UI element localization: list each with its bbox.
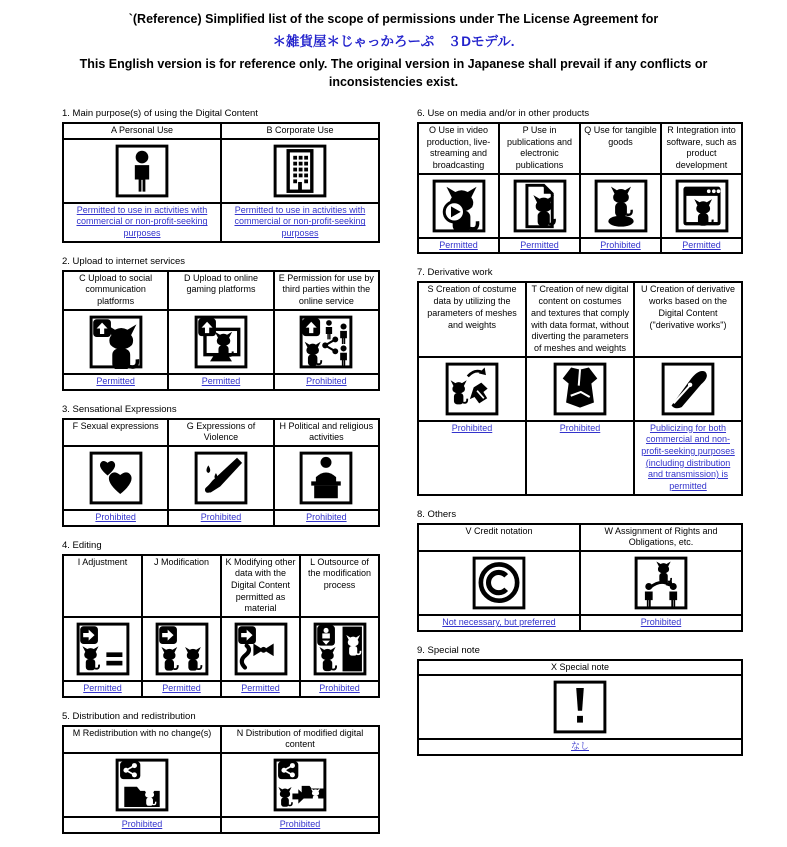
status-text: Prohibited bbox=[63, 510, 168, 526]
section-editing bbox=[62, 540, 380, 698]
icon-cell bbox=[418, 675, 742, 739]
item-label: G Expressions of Violence bbox=[168, 419, 273, 446]
icon-cell bbox=[142, 617, 221, 681]
section-title: 1. Main purpose(s) of using the Digital Content bbox=[62, 108, 258, 119]
document-header bbox=[0, 12, 787, 91]
status-text: Publicizing for both commercial and non-profit-seeking purposes (including distribution and transmission) is permitted bbox=[634, 421, 742, 495]
status-text: Prohibited bbox=[168, 510, 273, 526]
status-text: Prohibited bbox=[63, 817, 221, 833]
status-text: Permitted bbox=[142, 681, 221, 697]
permission-table bbox=[62, 270, 380, 391]
item-label: T Creation of new digital content on costumes and textures that comply with data format, without diverting the parameters of meshes and weights bbox=[526, 282, 634, 356]
corporate-building-icon bbox=[273, 144, 327, 198]
icon-cell bbox=[634, 357, 742, 421]
section-title: 5. Distribution and redistribution bbox=[62, 710, 196, 722]
section-title: 8. Others bbox=[417, 508, 457, 520]
software-window-icon bbox=[675, 179, 729, 233]
section-title: 6. Use on media and/or in other products bbox=[417, 108, 590, 119]
icon-cell bbox=[221, 139, 379, 203]
status-text: Permitted bbox=[63, 374, 168, 390]
item-label: P Use in publications and electronic publications bbox=[499, 123, 580, 174]
header-disclaimer: This English version is for reference only. The original version in Japanese shall prevail if any conflicts or inconsistencies exist. bbox=[79, 57, 708, 90]
permission-table bbox=[62, 725, 380, 834]
icon-cell bbox=[168, 310, 273, 374]
status-text: Not necessary, but preferred bbox=[418, 615, 580, 631]
rights-assignment-icon bbox=[634, 556, 688, 610]
permission-table bbox=[417, 122, 743, 254]
item-label: O Use in video production, live-streaming and broadcasting bbox=[418, 123, 499, 174]
item-label: W Assignment of Rights and Obligations, etc. bbox=[580, 524, 742, 551]
upload-gaming-icon bbox=[194, 315, 248, 369]
header-line-1: `(Reference) Simplified list of the scope of permissions under The License Agreement for bbox=[128, 12, 659, 26]
section-title: 2. Upload to internet services bbox=[62, 255, 186, 267]
section-derivative-work bbox=[417, 267, 743, 495]
item-label: X Special note bbox=[418, 660, 742, 676]
icon-cell bbox=[274, 446, 379, 510]
section-title: 7. Derivative work bbox=[417, 267, 493, 279]
item-label: R Integration into software, such as product development bbox=[661, 123, 742, 174]
tangible-goods-icon bbox=[594, 179, 648, 233]
header-title-japanese: ＊雑貨屋＊じゃっかろーぷ ３Dモデル. bbox=[272, 34, 515, 49]
section-title: 4. Editing bbox=[62, 539, 102, 551]
video-production-icon bbox=[432, 179, 486, 233]
item-label: A Personal Use bbox=[63, 123, 221, 139]
item-label: S Creation of costume data by utilizing the parameters of meshes and weights bbox=[418, 282, 526, 356]
status-text: Prohibited bbox=[580, 615, 742, 631]
icon-cell bbox=[221, 617, 300, 681]
icon-cell bbox=[300, 617, 379, 681]
item-label: N Distribution of modified digital content bbox=[221, 726, 379, 753]
item-label: V Credit notation bbox=[418, 524, 580, 551]
item-label: C Upload to social communication platforms bbox=[63, 271, 168, 310]
icon-cell bbox=[661, 174, 742, 238]
status-text: Prohibited bbox=[580, 238, 661, 254]
icon-cell bbox=[63, 139, 221, 203]
section-others bbox=[417, 509, 743, 632]
icon-cell bbox=[63, 617, 142, 681]
knife-icon bbox=[194, 451, 248, 505]
section-special-note bbox=[417, 645, 743, 756]
person-icon bbox=[115, 144, 169, 198]
icon-cell bbox=[418, 174, 499, 238]
copyright-icon bbox=[472, 556, 526, 610]
icon-cell bbox=[580, 551, 742, 615]
section-title: 3. Sensational Expressions bbox=[62, 403, 177, 415]
icon-cell bbox=[418, 551, 580, 615]
right-column bbox=[417, 108, 743, 769]
status-text: Prohibited bbox=[274, 374, 379, 390]
item-label: D Upload to online gaming platforms bbox=[168, 271, 273, 310]
item-label: U Creation of derivative works based on the Digital Content ("derivative works") bbox=[634, 282, 742, 356]
left-column bbox=[62, 108, 380, 847]
permission-table bbox=[417, 281, 743, 495]
icon-cell bbox=[63, 446, 168, 510]
icon-cell bbox=[580, 174, 661, 238]
item-label: J Modification bbox=[142, 555, 221, 617]
section-main-purpose bbox=[62, 108, 380, 243]
item-label: I Adjustment bbox=[63, 555, 142, 617]
status-text: Prohibited bbox=[221, 817, 379, 833]
item-label: F Sexual expressions bbox=[63, 419, 168, 446]
icon-cell bbox=[274, 310, 379, 374]
modification-icon bbox=[155, 622, 209, 676]
item-label: H Political and religious activities bbox=[274, 419, 379, 446]
icon-cell bbox=[499, 174, 580, 238]
section-upload bbox=[62, 256, 380, 391]
item-label: L Outsource of the modification process bbox=[300, 555, 379, 617]
icon-cell bbox=[418, 357, 526, 421]
status-text: Permitted bbox=[168, 374, 273, 390]
section-distribution bbox=[62, 711, 380, 834]
icon-cell bbox=[526, 357, 634, 421]
item-label: K Modifying other data with the Digital Content permitted as material bbox=[221, 555, 300, 617]
status-text: なし bbox=[418, 739, 742, 755]
icon-cell bbox=[63, 310, 168, 374]
adjustment-icon bbox=[76, 622, 130, 676]
icon-cell bbox=[63, 753, 221, 817]
status-text: Permitted bbox=[63, 681, 142, 697]
permission-table bbox=[62, 554, 380, 698]
permission-table bbox=[417, 659, 743, 756]
modify-material-icon bbox=[234, 622, 288, 676]
section-sensational bbox=[62, 404, 380, 527]
status-text: Permitted bbox=[418, 238, 499, 254]
outsource-icon bbox=[313, 622, 367, 676]
status-text: Permitted bbox=[221, 681, 300, 697]
status-text: Prohibited bbox=[418, 421, 526, 495]
status-text: Permitted bbox=[499, 238, 580, 254]
new-costume-icon bbox=[553, 362, 607, 416]
third-party-share-icon bbox=[299, 315, 353, 369]
item-label: E Permission for use by third parties within the online service bbox=[274, 271, 379, 310]
icon-cell bbox=[221, 753, 379, 817]
hearts-icon bbox=[89, 451, 143, 505]
section-title: 9. Special note bbox=[417, 644, 480, 656]
permission-table bbox=[417, 523, 743, 632]
permission-table bbox=[62, 418, 380, 527]
publication-icon bbox=[513, 179, 567, 233]
redistribution-icon bbox=[115, 758, 169, 812]
status-text: Prohibited bbox=[274, 510, 379, 526]
status-text: Permitted to use in activities with commercial or non-profit-seeking purposes bbox=[221, 203, 379, 242]
pen-nib-icon bbox=[661, 362, 715, 416]
status-text: Permitted bbox=[661, 238, 742, 254]
status-text: Prohibited bbox=[300, 681, 379, 697]
item-label: Q Use for tangible goods bbox=[580, 123, 661, 174]
item-label: M Redistribution with no change(s) bbox=[63, 726, 221, 753]
status-text: Prohibited bbox=[526, 421, 634, 495]
modified-distribution-icon bbox=[273, 758, 327, 812]
item-label: B Corporate Use bbox=[221, 123, 379, 139]
status-text: Permitted to use in activities with commercial or non-profit-seeking purposes bbox=[63, 203, 221, 242]
icon-cell bbox=[168, 446, 273, 510]
upload-social-icon bbox=[89, 315, 143, 369]
section-media-products bbox=[417, 108, 743, 254]
permission-table bbox=[62, 122, 380, 243]
costume-parameters-icon bbox=[445, 362, 499, 416]
podium-speech-icon bbox=[299, 451, 353, 505]
exclamation-icon bbox=[553, 680, 607, 734]
